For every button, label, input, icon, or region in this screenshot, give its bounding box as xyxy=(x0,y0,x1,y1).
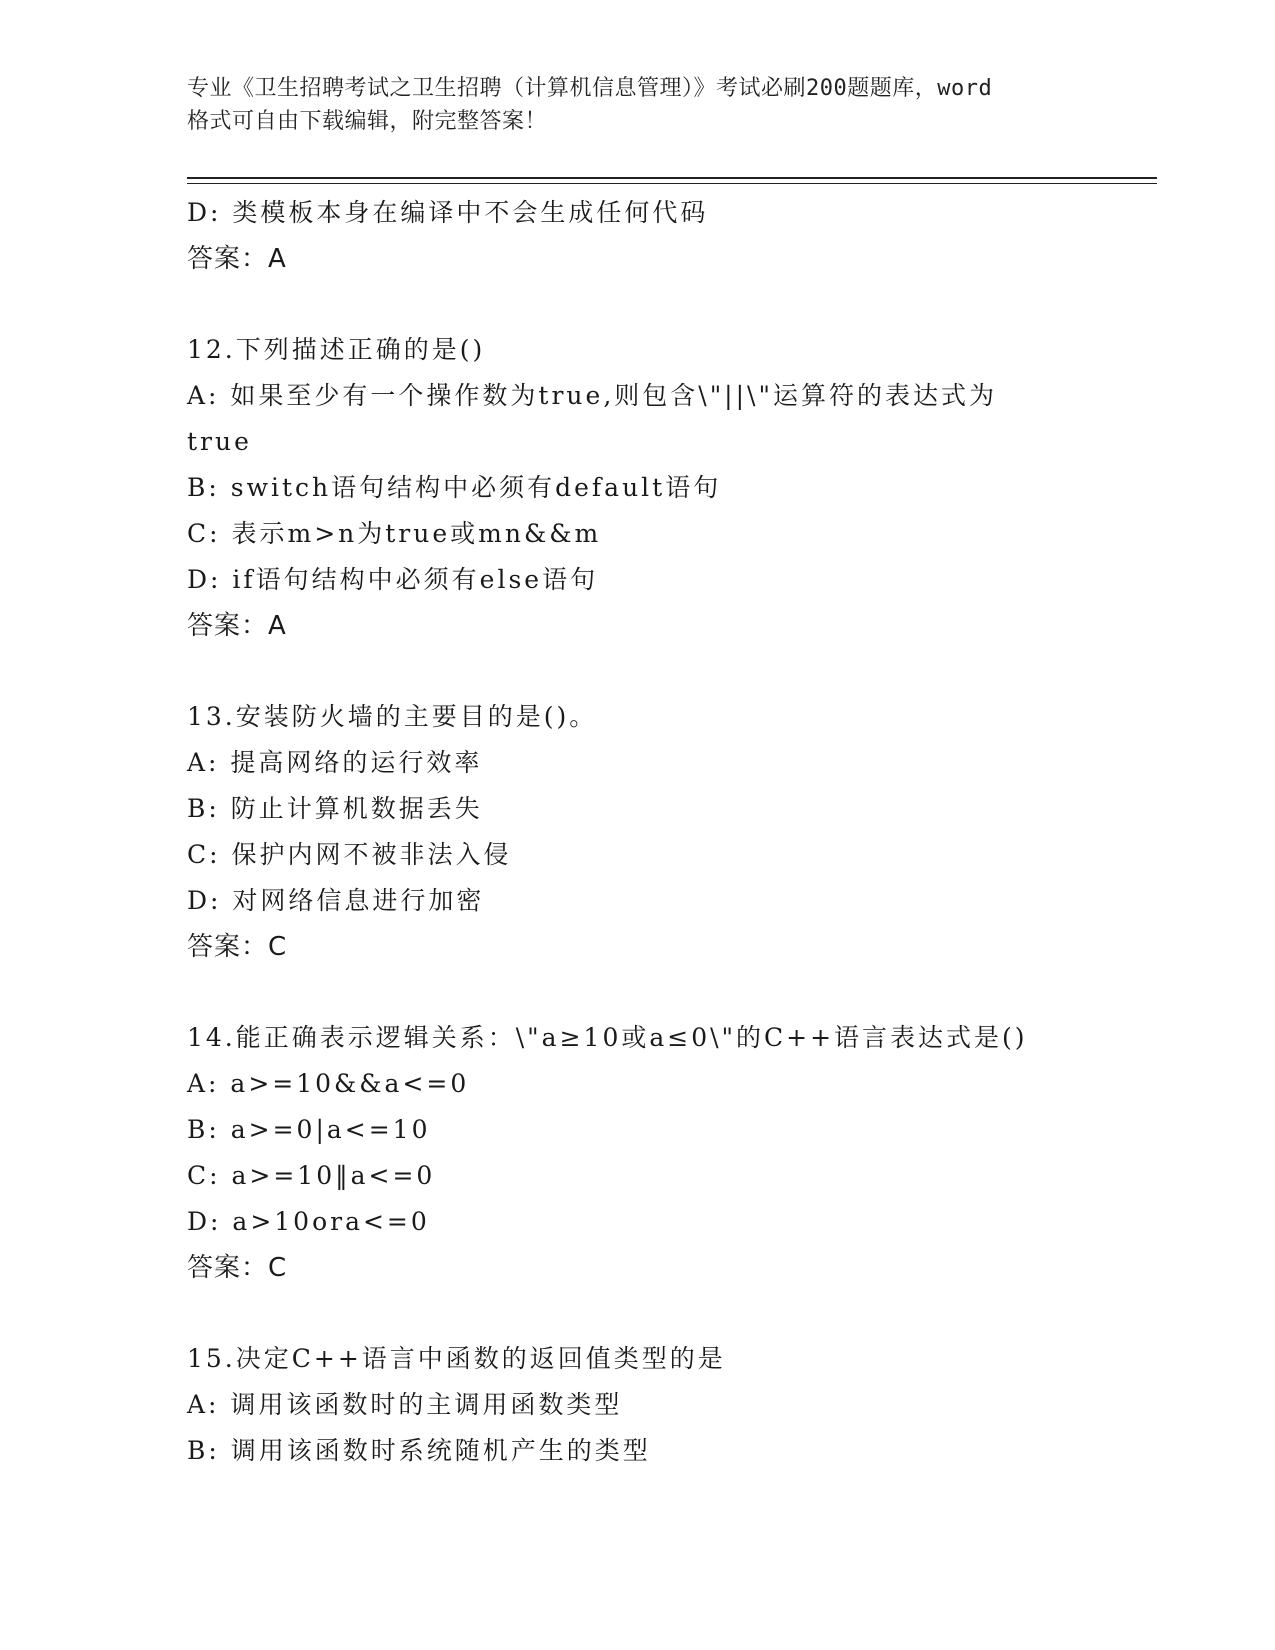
option-a: A: 调用该函数时的主调用函数类型 xyxy=(187,1390,623,1419)
option-c: C: a>=10‖a<=0 xyxy=(187,1161,436,1190)
question-14 xyxy=(187,1015,1147,1291)
option-a: A: a>=10&&a<=0 xyxy=(187,1069,470,1098)
option-c: C: 保护内网不被非法入侵 xyxy=(187,840,512,869)
option-d: D: if语句结构中必须有else语句 xyxy=(187,565,599,594)
header-line-1: 专业《卫生招聘考试之卫生招聘（计算机信息管理）》考试必刷200题题库，word xyxy=(187,76,993,101)
option-b: B: a>=0|a<=10 xyxy=(187,1115,431,1144)
question-13 xyxy=(187,694,1147,970)
option-d: D: 类模板本身在编译中不会生成任何代码 xyxy=(187,198,709,227)
answer: 答案：A xyxy=(187,611,287,641)
question-15 xyxy=(187,1336,1147,1474)
document-header xyxy=(187,72,1087,138)
question-stem: 15.决定C++语言中函数的返回值类型的是 xyxy=(187,1344,726,1373)
question-stem: 12.下列描述正确的是() xyxy=(187,335,486,364)
option-c: C: 表示m>n为true或mn&&m xyxy=(187,519,602,548)
option-a-continued: true xyxy=(187,427,252,456)
header-divider-thick xyxy=(187,177,1157,179)
option-d: D: a>10ora<=0 xyxy=(187,1207,430,1236)
option-d: D: 对网络信息进行加密 xyxy=(187,886,485,915)
option-b: B: 调用该函数时系统随机产生的类型 xyxy=(187,1436,651,1465)
option-a: A: 如果至少有一个操作数为true,则包含\"||\"运算符的表达式为 xyxy=(187,381,997,410)
header-divider-thin xyxy=(187,183,1157,184)
answer: 答案：C xyxy=(187,932,288,962)
answer: 答案：A xyxy=(187,244,287,274)
answer: 答案：C xyxy=(187,1253,288,1283)
option-b: B: switch语句结构中必须有default语句 xyxy=(187,473,722,502)
question-stem: 14.能正确表示逻辑关系：\"a≥10或a≤0\"的C++语言表达式是() xyxy=(187,1023,1028,1052)
header-line-2: 格式可自由下载编辑，附完整答案！ xyxy=(187,109,548,134)
option-a: A: 提高网络的运行效率 xyxy=(187,748,483,777)
option-b: B: 防止计算机数据丢失 xyxy=(187,794,483,823)
document-content xyxy=(187,190,1147,1474)
question-stem: 13.安装防火墙的主要目的是()。 xyxy=(187,702,598,731)
question-12 xyxy=(187,327,1147,649)
